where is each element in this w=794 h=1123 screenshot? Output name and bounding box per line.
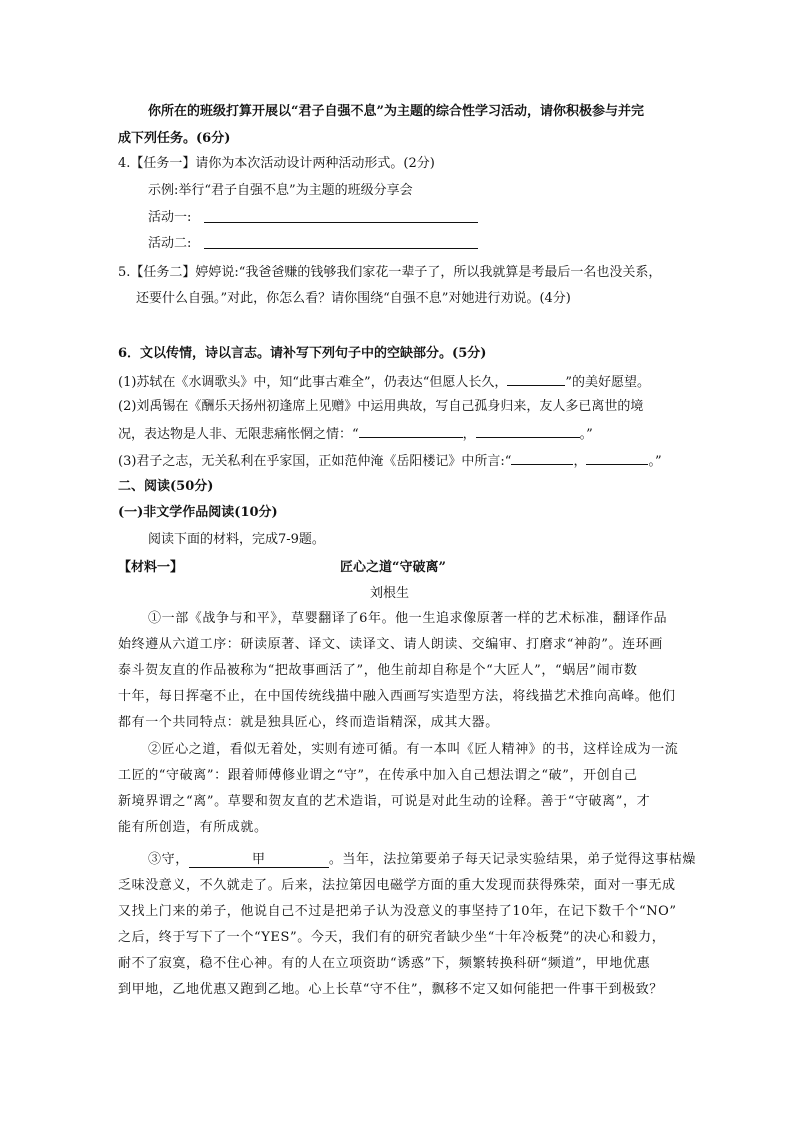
q6-item3-text-c: 。” [648, 454, 662, 469]
material1-p3-line-5: 耐不了寂寞，稳不住心神。有的人在立项资助“诱惑”下，频繁转换科研“频道”，甲地优惠 [118, 956, 651, 971]
q4-title: 4.【任务一】请你为本次活动设计两种活动形式。(2分) [118, 156, 435, 171]
material1-p2-line-4: 能有所创造，有所成就。 [118, 820, 268, 835]
material1-p3-line-4: 之后，终于写下了一个“YES”。今天，我们有的研究者缺少坐“十年冷板凳”的决心和毅力， [118, 930, 666, 945]
q6-item1 [118, 372, 650, 392]
material1-p1-line-5: 都有一个共同特点：就是独具匠心，终而造诣精深，成其大器。 [118, 715, 499, 730]
q6-item1-blank [507, 372, 565, 386]
q4-activity1-label: 活动一: [148, 210, 192, 225]
material1-p1-line-4: 十年，每日挥毫不止，在中国传统线描中融入西画写实造型方法，将线描艺术推向高峰。他们 [118, 689, 676, 704]
material1-p3-start: ③守， [148, 852, 189, 867]
q6-title: 6．文以传情，诗以言志。请补写下列句子中的空缺部分。(5分) [118, 346, 487, 361]
q6-item2-line-1: (2)刘禹锡在《酬乐天扬州初逢席上见赠》中运用典故，写自己孤身归来，友人多已离世的境 [118, 399, 644, 414]
intro-line-1: 你所在的班级打算开展以“君子自强不息”为主题的综合性学习活动，请你积极参与并完 [148, 104, 644, 119]
material1-author: 刘根生 [370, 586, 410, 601]
q6-item2-line-2 [118, 424, 593, 444]
material1-blank-jia-label: 甲 [252, 852, 266, 867]
q4-activity2-answer-line [204, 248, 478, 249]
section2-instruction: 阅读下面的材料，完成7-9题。 [148, 532, 325, 547]
q4-activity2-label: 活动二: [148, 236, 192, 251]
q6-item3-text-a: (3)君子之志，无关私利在乎家国，正如范仲淹《岳阳楼记》中所言:“ [118, 454, 512, 469]
q4-example: 示例:举行“君子自强不息”为主题的班级分享会 [148, 183, 413, 198]
material1-p3-end: 。当年，法拉第要弟子每天记录实验结果，弟子觉得这事枯燥 [328, 852, 697, 867]
material1-p1-line-1: ①一部《战争与和平》，草婴翻译了6年。他一生追求像原著一样的艺术标准，翻译作品 [148, 611, 668, 626]
material1-blank-jia [189, 852, 329, 868]
q6-item3-blank-1 [511, 451, 573, 465]
q6-item2-blank-2 [476, 424, 580, 438]
q6-item1-text-a: (1)苏轼在《水调歌头》中，知“此事古难全”，仍表达“但愿人长久， [118, 375, 508, 390]
material1-p1-line-3: 泰斗贺友直的作品被称为“把故事画活了”，他生前却自称是个“大匠人”，“蜗居”闹市数 [118, 663, 638, 678]
q6-item1-text-b: ”的美好愿望。 [565, 375, 651, 390]
q6-item2-text-a: 况，表达物是人非、无限悲痛怅惘之情：“ [118, 427, 359, 442]
q5-line-2: 还要什么自强。”对此，你怎么看？请你围绕“自强不息”对她进行劝说。(4分) [136, 291, 571, 306]
material1-title: 匠心之道“守破离” [340, 560, 446, 575]
section2-title: 二、阅读(50分) [118, 479, 214, 494]
q6-item2-blank-1 [359, 424, 463, 438]
q6-item3-blank-2 [586, 451, 648, 465]
q5-line-1: 5.【任务二】婷婷说:“我爸爸赚的钱够我们家花一辈子了，所以我就算是考最后一名也没关系， [118, 265, 662, 280]
material1-p1-line-2: 始终遵从六道工序：研读原著、译文、读译文、请人朗读、交编审、打磨求“神韵”。连环画 [118, 637, 663, 652]
q4-activity1-answer-line [204, 222, 478, 223]
material1-tag: 【材料一】 [118, 560, 184, 575]
q6-item3-text-b: ， [573, 454, 587, 469]
material1-p3-line-6: 到甲地，乙地优惠又跑到乙地。心上长草“守不住”，飘移不定又如何能把一件事干到极致？ [118, 982, 663, 997]
intro-line-2: 成下列任务。(6分) [118, 131, 231, 146]
q6-item2-text-b: ， [462, 427, 476, 442]
material1-p2-line-2: 工匠的“守破离”：跟着师傅修业谓之“守”，在传承中加入自己想法谓之“破”，开创自己 [118, 768, 638, 783]
q6-item3 [118, 451, 662, 471]
material1-p3-line-1 [148, 851, 696, 869]
q6-item2-text-c: 。” [579, 427, 593, 442]
material1-p3-line-3: 又找上门来的弟子，他说自己不过是把弟子认为没意义的事坚持了10年，在记下数千个“NO” [118, 904, 677, 919]
material1-p3-line-2: 乏味没意义，不久就走了。后来，法拉第因电磁学方面的重大发现而获得殊荣，面对一事无成 [118, 878, 676, 893]
material1-p2-line-1: ②匠心之道，看似无着处，实则有迹可循。有一本叫《匠人精神》的书，这样诠成为一流 [148, 742, 679, 757]
material1-p2-line-3: 新境界谓之“离”。草婴和贺友直的艺术造诣，可说是对此生动的诠释。善于“守破离”，才 [118, 794, 651, 809]
section2-sub1: (一)非文学作品阅读(10分) [118, 505, 278, 520]
